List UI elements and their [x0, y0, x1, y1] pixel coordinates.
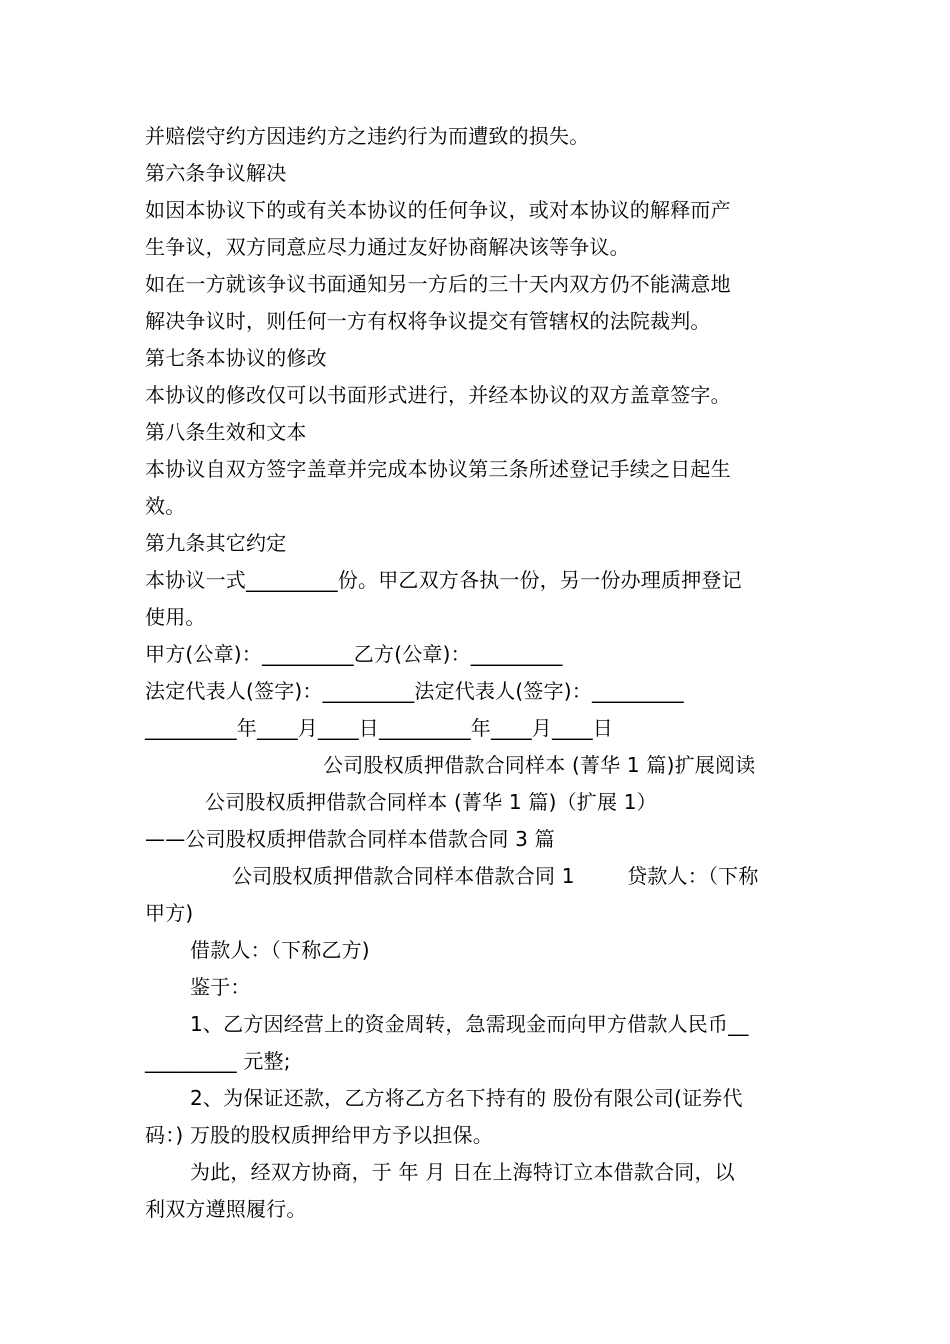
text-line: 甲方) [145, 901, 194, 925]
text-line: 本协议一式_________份。甲乙双方各执一份，另一份办理质押登记 [145, 568, 742, 592]
text-line: 利双方遵照履行。 [145, 1197, 307, 1221]
extended-subtitle: ——公司股权质押借款合同样本借款合同 3 篇 [145, 827, 555, 851]
extended-reading-title: 公司股权质押借款合同样本 (菁华 1 篇)扩展阅读 [323, 753, 756, 777]
contract-heading: 公司股权质押借款合同样本借款合同 1 贷款人：（下称 [232, 864, 759, 888]
text-line: 本协议自双方签字盖章并完成本协议第三条所述登记手续之日起生 [145, 457, 731, 481]
text-line: 2、为保证还款，乙方将乙方名下持有的 股份有限公司(证券代 [190, 1086, 743, 1110]
text-line: _________ 元整; [145, 1049, 291, 1073]
text-line: 效。 [145, 494, 186, 518]
signature-line: 甲方(公章)：_________乙方(公章)：_________ [145, 642, 563, 666]
text-line: 生争议，双方同意应尽力通过友好协商解决该等争议。 [145, 235, 630, 259]
section-heading: 第八条生效和文本 [145, 420, 307, 444]
text-line: 使用。 [145, 605, 206, 629]
text-line: 并赔偿守约方因违约方之违约行为而遭致的损失。 [145, 124, 590, 148]
text-line: 本协议的修改仅可以书面形式进行，并经本协议的双方盖章签字。 [145, 383, 731, 407]
text-line: 1、乙方因经营上的资金周转，急需现金而向甲方借款人民币__ [190, 1012, 749, 1036]
extended-subtitle: 公司股权质押借款合同样本 (菁华 1 篇)（扩展 1） [205, 790, 657, 814]
text-line: 解决争议时，则任何一方有权将争议提交有管辖权的法院裁判。 [145, 309, 711, 333]
signature-line: 法定代表人(签字)：_________法定代表人(签字)：_________ [145, 679, 684, 703]
text-line: 借款人：（下称乙方) [190, 938, 370, 962]
date-line: _________年____月____日_________年____月____日 [145, 716, 613, 740]
text-line: 鉴于： [190, 975, 251, 999]
text-line: 如在一方就该争议书面通知另一方后的三十天内双方仍不能满意地 [145, 272, 731, 296]
section-heading: 第七条本协议的修改 [145, 346, 327, 370]
text-line: 码：) 万股的股权质押给甲方予以担保。 [145, 1123, 493, 1147]
section-heading: 第六条争议解决 [145, 161, 287, 185]
text-line: 为此，经双方协商，于 年 月 日在上海特订立本借款合同，以 [190, 1160, 735, 1184]
section-heading: 第九条其它约定 [145, 531, 287, 555]
text-line: 如因本协议下的或有关本协议的任何争议，或对本协议的解释而产 [145, 198, 731, 222]
